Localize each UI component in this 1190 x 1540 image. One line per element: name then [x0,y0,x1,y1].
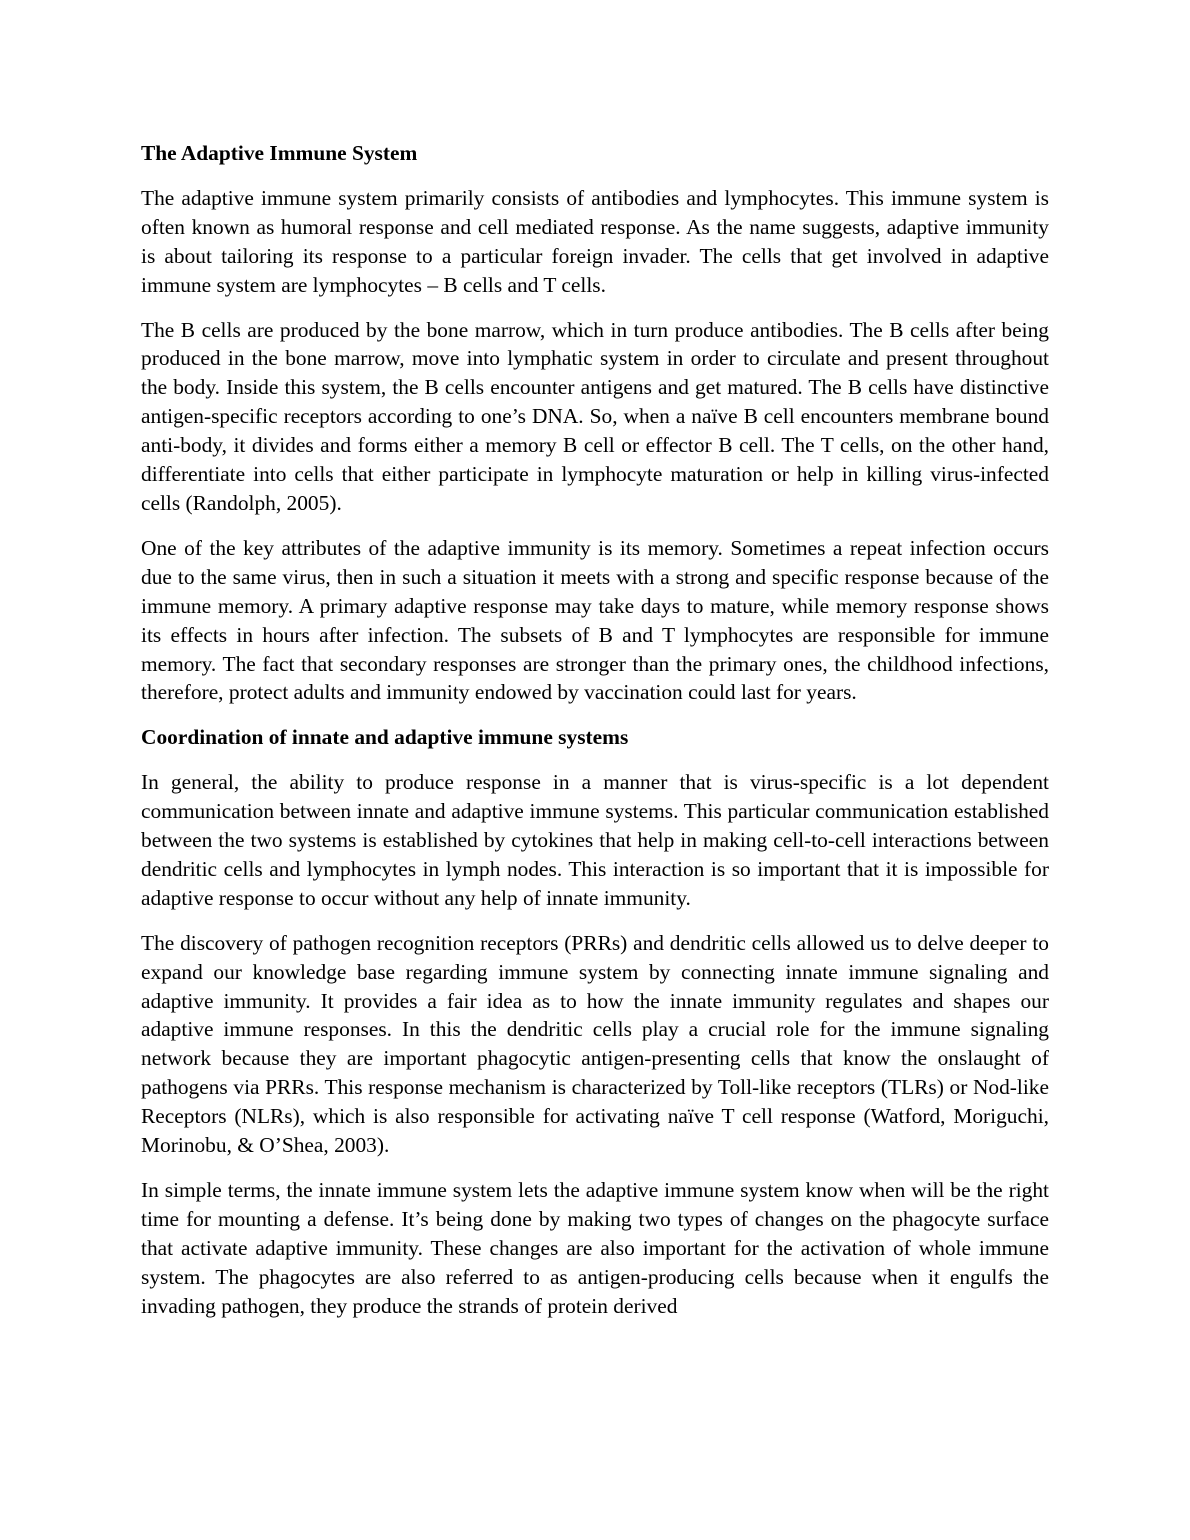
paragraph-immune-memory: One of the key attributes of the adaptive immunity is its memory. Sometimes a repeat infection occurs due to the same virus, then in such a situation it meets with a strong and specific response because of the immune memory. A primary adaptive response may take days to mature, while memory response shows its effects in hours after infection. The subsets of B and T lymphocytes are responsible for immune memory. The fact that secondary responses are stronger than the primary ones, the childhood infections, therefore, protect adults and immunity endowed by vaccination could last for years. [141,535,1049,705]
paragraph-prrs-dendritic-cells: The discovery of pathogen recognition receptors (PRRs) and dendritic cells allowed us to delve deeper to expand our knowledge base regarding immune system by connecting innate immune signaling and adaptive immunity. It provides a fair idea as to how the innate immunity regulates and shapes our adaptive immune responses. In this the dendritic cells play a crucial role for the immune signaling network because they are important phagocytic antigen-presenting cells that know the onslaught of pathogens via PRRs. This response mechanism is characterized by Toll-like receptors (TLRs) or Nod-like Receptors (NLRs), which is also responsible for activating naïve T cell response (Watford, Moriguchi, Morinobu, & O’Shea, 2003). [141,930,1049,1158]
paragraph-innate-signals-adaptive: In simple terms, the innate immune system lets the adaptive immune system know when will be the right time for mounting a defense. It’s being done by making two types of changes on the phagocyte surface that activate adaptive immunity. These changes are also important for the activation of whole immune system. The phagocytes are also referred to as antigen-producing cells because when it engulfs the invading pathogen, they produce the strands of protein derived [141,1178,1049,1318]
document-page [141,139,1049,1337]
paragraph-communication: In general, the ability to produce response in a manner that is virus-specific is a lot dependent communication between innate and adaptive immune systems. This particular communication established between the two systems is established by cytokines that help in making cell-to-cell interactions between dendritic cells and lymphocytes in lymph nodes. This interaction is so important that it is impossible for adaptive response to occur without any help of innate immunity. [141,770,1049,910]
paragraph-b-cells: The B cells are produced by the bone marrow, which in turn produce antibodies. The B cells after being produced in the bone marrow, move into lymphatic system in order to circulate and present throughout the body. Inside this system, the B cells encounter antigens and get matured. The B cells have distinctive antigen-specific receptors according to one’s DNA. So, when a naïve B cell encounters membrane bound anti-body, it divides and forms either a memory B cell or effector B cell. The T cells, on the other hand, differentiate into cells that either participate in lymphocyte maturation or help in killing virus-infected cells (Randolph, 2005). [141,317,1049,515]
section-heading-adaptive-immune-system: The Adaptive Immune System [141,141,418,165]
section-heading-coordination: Coordination of innate and adaptive immune systems [141,725,629,750]
paragraph-adaptive-overview: The adaptive immune system primarily consists of antibodies and lymphocytes. This immune system is often known as humoral response and cell mediated response. As the name suggests, adaptive immunity is about tailoring its response to a particular foreign invader. The cells that get involved in adaptive immune system are lymphocytes – B cells and T cells. [141,185,1049,297]
